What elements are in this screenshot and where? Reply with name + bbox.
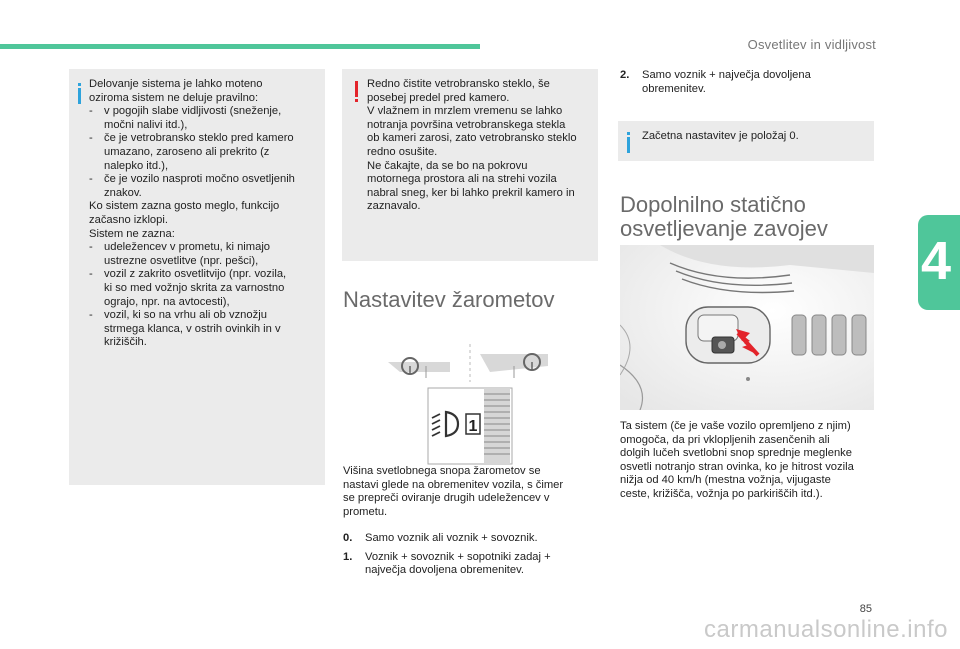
text-line: če je vozilo nasproti močno osvetljenih — [104, 173, 295, 186]
text-line: strmega klanca, v ostrih ovinkih in v — [104, 322, 281, 335]
text-line: ograjo, npr. na avtocesti), — [104, 295, 230, 308]
text-line: oziroma sistem ne deluje pravilno: — [89, 91, 259, 104]
watermark-text: carmanualsonline.info — [704, 616, 948, 643]
text-line: Voznik + sovoznik + sopotniki zadaj + — [365, 550, 551, 563]
list-item — [343, 551, 593, 578]
text-line: posebej predel pred kamero. — [367, 91, 510, 104]
page-number: 85 — [859, 603, 872, 615]
text-line: umazano, zaroseno ali prekrito (z — [104, 145, 270, 158]
bullet-item: - vozil, ki so na vrhu ali ob vznožju strmega klanca, v ostrih ovinkih in v križiščih. — [89, 309, 281, 349]
text-line: največja dovoljena obremenitev. — [365, 564, 525, 577]
headlamp-description — [343, 465, 593, 519]
text-line: nalepko itd.), — [104, 159, 169, 172]
text-line: Višina svetlobnega snopa žarometov se — [343, 465, 541, 477]
warning-box-camera — [342, 69, 598, 261]
text-line: vozil z zakrito osvetlitvijo (npr. vozila, — [104, 268, 287, 281]
warning-box-text — [367, 78, 590, 214]
car-level-icon — [388, 358, 450, 378]
text-line: Ta sistem (če je vaše vozilo opremljeno z njim) — [620, 420, 851, 432]
section-title-line: Dopolnilno statično — [620, 192, 806, 217]
text-line: V vlažnem in mrzlem vremenu se lahko — [367, 105, 563, 118]
headlamp-positions-list — [343, 532, 593, 578]
info-icon — [627, 137, 630, 153]
text-line: križiščih. — [104, 336, 147, 349]
text-line: ustrezne osvetlitve (npr. pešci), — [104, 254, 259, 267]
text-line: Samo voznik + največja dovoljena — [642, 69, 811, 81]
text-line: Sistem ne zazna: — [89, 227, 175, 240]
text-line: nabral sneg, ker bi lahko prekril kamero in — [367, 186, 575, 199]
text-line: nižja od 40 km/h (mestna vožnja, vijugaste — [620, 474, 831, 487]
car-loaded-icon — [480, 354, 548, 378]
section-title-cornering — [620, 193, 880, 241]
list-item-number: 0. — [343, 532, 353, 544]
text-line: obremenitev. — [642, 82, 706, 95]
text-line: ceste, križišča, vožnja po parkiriščih itd.). — [620, 487, 823, 500]
text-line: začasno izklopi. — [89, 213, 168, 226]
bullet-item: - v pogojih slabe vidljivosti (sneženje, močni nalivi itd.), — [89, 105, 282, 131]
list-item — [620, 69, 870, 96]
text-line: osvetli notranjo stran ovinka, ko je hitrost vozila — [620, 460, 854, 473]
headlamp-adjust-illustration — [380, 342, 560, 467]
text-line: prometu. — [343, 505, 388, 518]
text-line: zaznavalo. — [367, 200, 421, 213]
text-line: Delovanje sistema je lahko moteno — [89, 78, 263, 90]
chapter-number: 4 — [920, 231, 952, 291]
text-line: Ne čakajte, da se bo na pokrovu — [367, 159, 528, 172]
bullet-item: - vozil z zakrito osvetlitvijo (npr. vozila, ki so med vožnjo skrita za varnostno ograjo, npr. na avtocesti), — [89, 268, 287, 308]
warning-icon — [355, 81, 358, 97]
info-box-limitations-text — [89, 78, 317, 350]
text-line: motornega prostora ali na strehi vozila — [367, 173, 557, 186]
dial-value-label: 1 — [468, 418, 478, 435]
section-title-line: osvetljevanje zavojev — [620, 216, 828, 241]
text-line: notranja površina vetrobranskega stekla — [367, 118, 566, 131]
text-line: Ko sistem zazna gosto meglo, funkcijo — [89, 200, 280, 213]
info-box-limitations — [69, 69, 325, 485]
text-line: nastavi glede na obremenitev vozila, s čimer — [343, 478, 564, 491]
text-line: dolgih lučeh svetlobni snop sprednje meglenke — [620, 447, 852, 460]
text-line: močni nalivi itd.), — [104, 118, 188, 131]
fog-lamp-illustration — [620, 245, 874, 410]
bullet-item: - če je vozilo nasproti močno osvetljenih znakov. — [89, 173, 295, 199]
bullet-item: - udeležencev v prometu, ki nimajo ustrezne osvetlitve (npr. pešci), — [89, 241, 271, 267]
text-line: ob kameri zarosi, zato vetrobransko steklo — [367, 132, 577, 145]
text-line: omogoča, da pri vklopljenih zasenčenih ali — [620, 433, 830, 446]
bullet-item: - če je vetrobransko steklo pred kamero umazano, zaroseno ali prekrito (z nalepko itd.), — [89, 132, 294, 172]
page-header-title: Osvetlitev in vidljivost — [747, 37, 876, 52]
text-line: znakov. — [104, 186, 142, 199]
text-line: redno osušite. — [367, 145, 438, 158]
headlamp-positions-list-cont — [620, 69, 870, 96]
text-line: udeležencev v prometu, ki nimajo — [104, 241, 271, 254]
top-accent-bar — [0, 44, 480, 49]
text-line: Redno čistite vetrobransko steklo, še — [367, 78, 550, 90]
info-icon — [78, 88, 81, 104]
text-line: če je vetrobransko steklo pred kamero — [104, 132, 294, 145]
text-line: v pogojih slabe vidljivosti (sneženje, — [104, 105, 282, 118]
list-item-number: 2. — [620, 69, 630, 81]
text-line: Samo voznik ali voznik + sovoznik. — [365, 532, 538, 544]
text-line: vozil, ki so na vrhu ali ob vznožju — [104, 309, 267, 322]
info-box-default-text: Začetna nastavitev je položaj 0. — [642, 130, 799, 142]
text-line: se prepreči oviranje drugih udeležencev v — [343, 492, 550, 505]
text-line: ki so med vožnjo skrita za varnostno — [104, 281, 285, 294]
section-title-headlamp: Nastavitev žarometov — [343, 287, 555, 312]
list-item — [343, 532, 593, 546]
info-box-default-setting — [618, 121, 874, 161]
list-item-number: 1. — [343, 550, 353, 563]
cornering-description — [620, 420, 878, 502]
